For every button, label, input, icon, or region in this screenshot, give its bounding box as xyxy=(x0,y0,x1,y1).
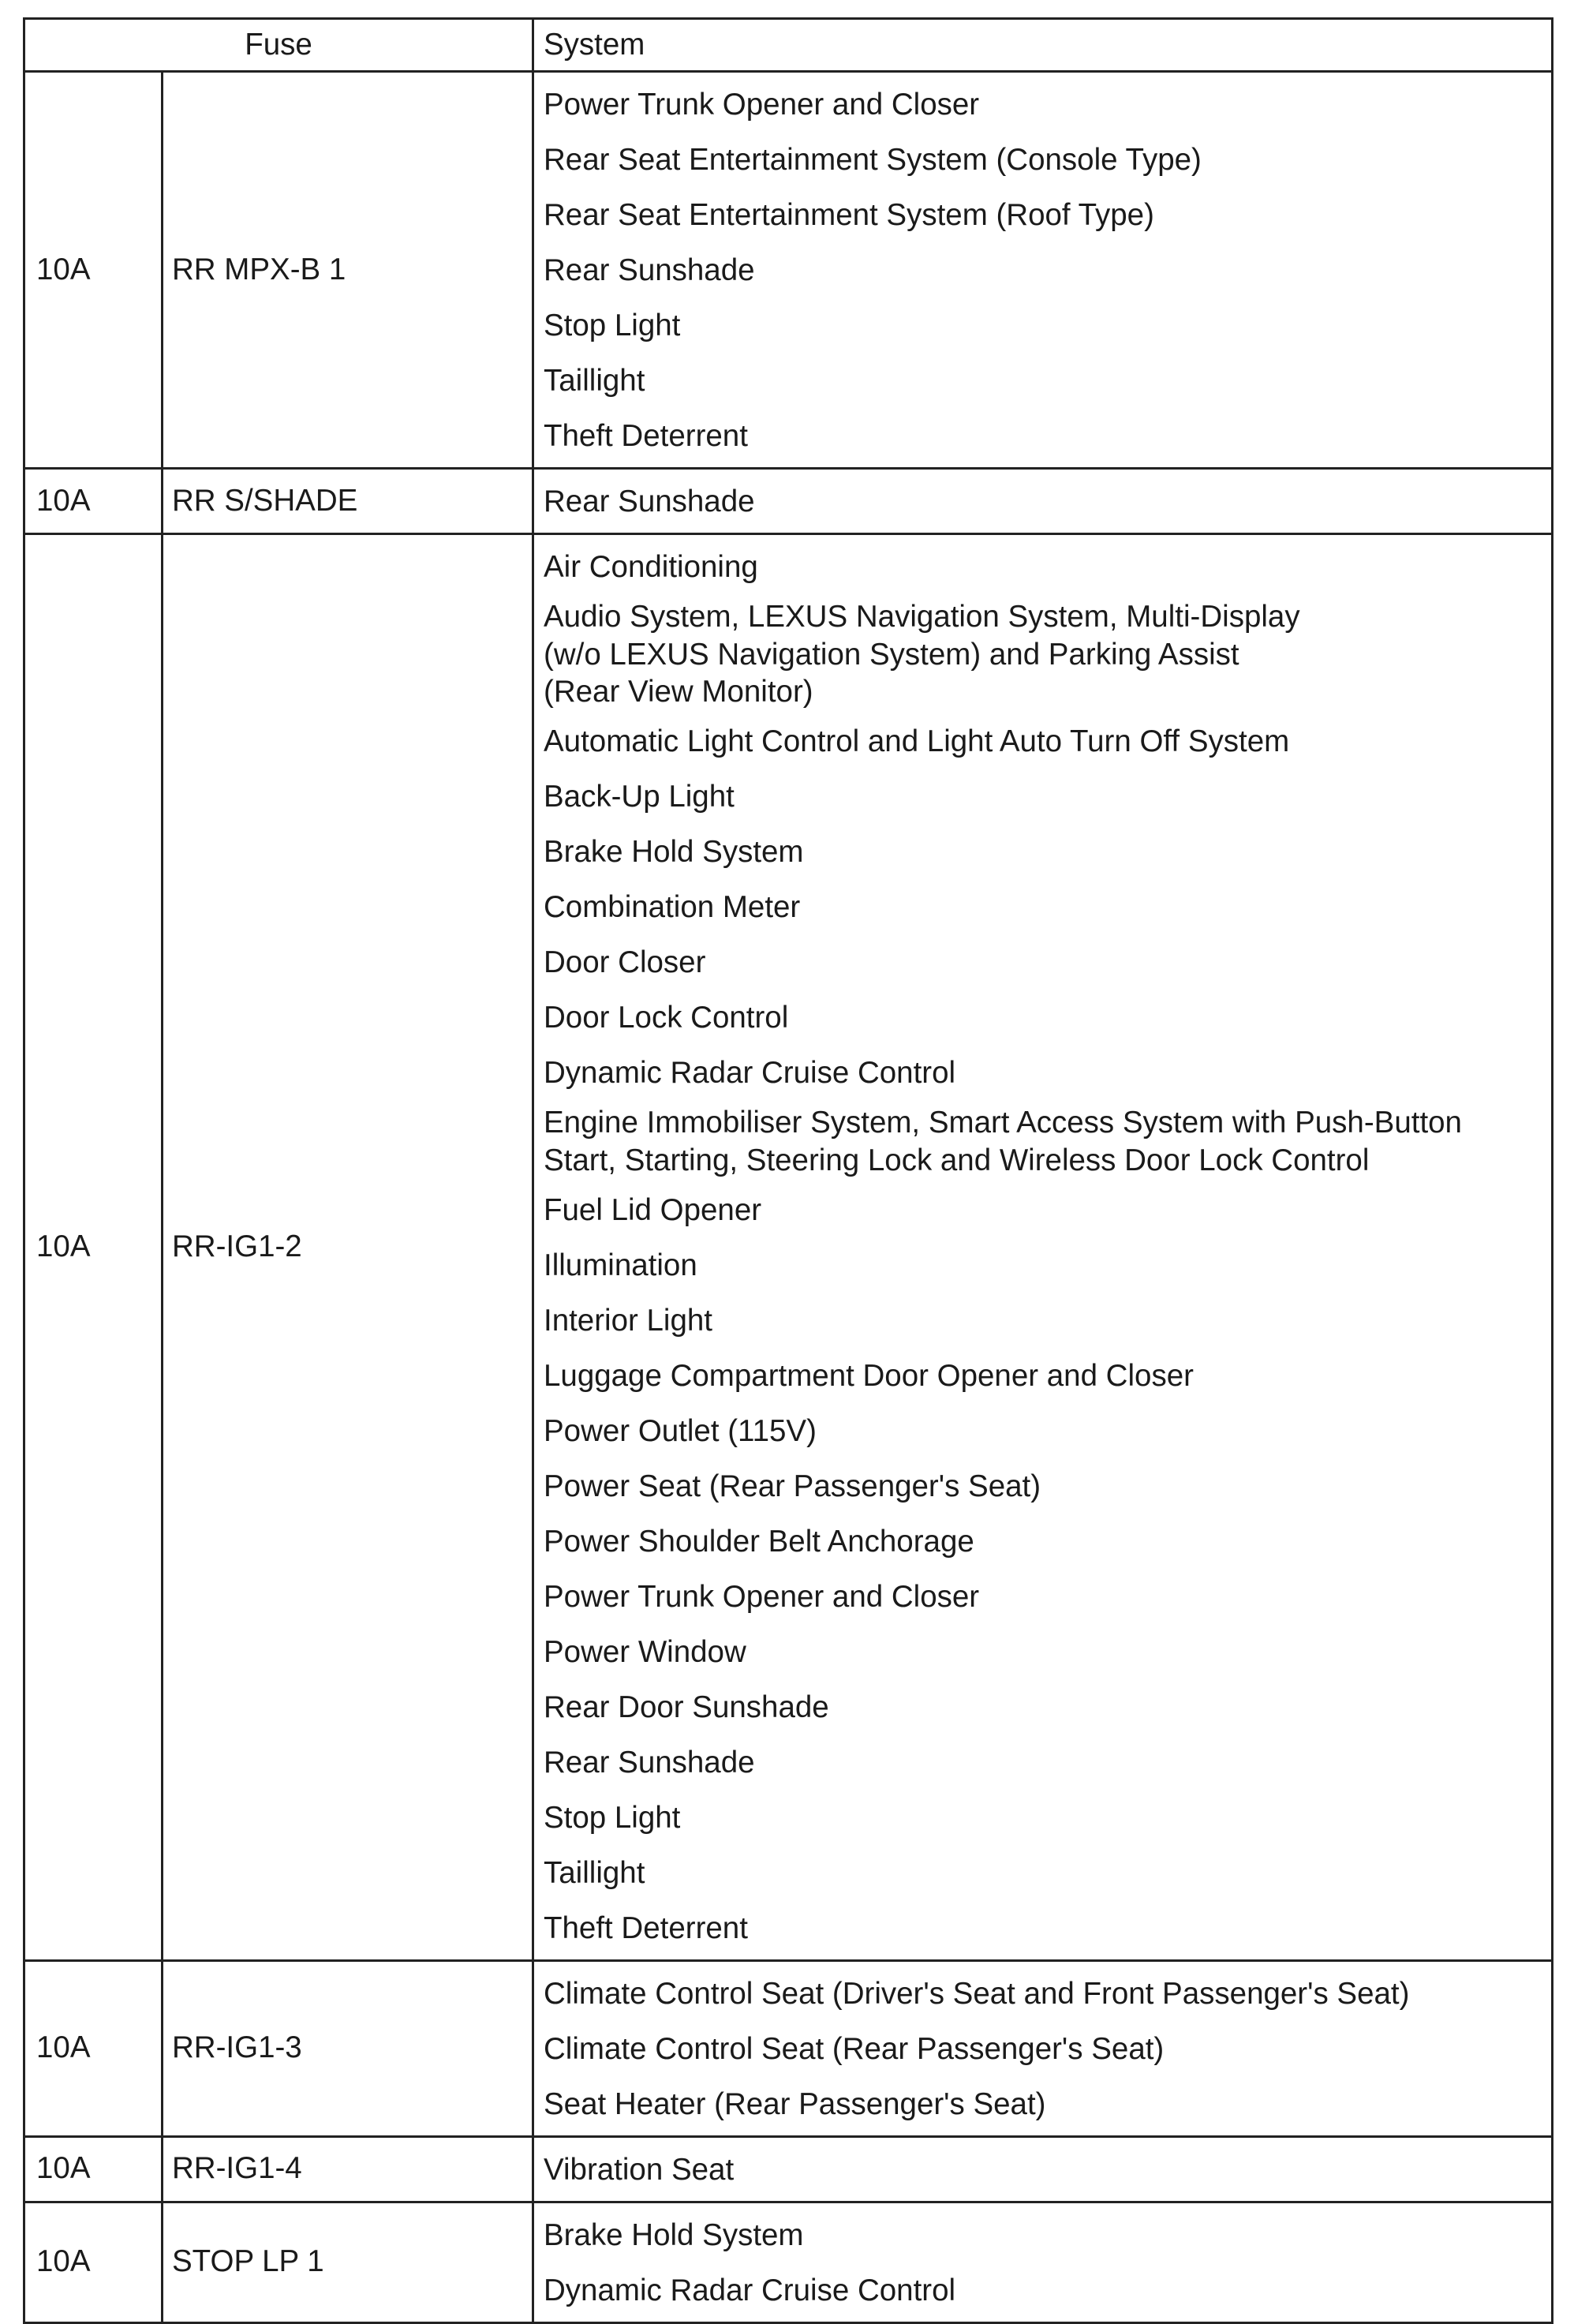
fuse-table-body xyxy=(24,72,1553,2323)
fuse-amperage: 10A xyxy=(24,1960,163,2136)
system-item-label: Climate Control Seat (Driver's Seat and Front Passenger's Seat) xyxy=(544,1976,1410,2011)
system-item-label: Power Seat (Rear Passenger's Seat) xyxy=(544,1469,1041,1503)
system-item-label: Climate Control Seat (Rear Passenger's Seat) xyxy=(544,2031,1165,2066)
fuse-row xyxy=(24,1960,1553,2136)
system-item xyxy=(544,1459,1551,1514)
system-item-label: Stop Light xyxy=(544,1800,681,1835)
fuse-amperage: 10A xyxy=(24,534,163,1961)
fuse-amperage: 10A xyxy=(24,469,163,534)
system-item-label: Power Trunk Opener and Closer xyxy=(544,88,980,122)
system-item xyxy=(544,1046,1551,1101)
fuse-name: RR-IG1-4 xyxy=(163,2136,533,2202)
fuse-name: RR-IG1-2 xyxy=(163,534,533,1961)
system-item-label: Door Lock Control xyxy=(544,1001,789,1035)
system-item xyxy=(544,595,1551,714)
system-item-label: Interior Light xyxy=(544,1303,713,1338)
system-item xyxy=(544,540,1551,595)
fuse-amperage: 10A xyxy=(24,2202,163,2322)
system-item-label: Rear Sunshade xyxy=(544,485,755,519)
fuse-name: RR S/SHADE xyxy=(163,469,533,534)
system-item-label: Rear Seat Entertainment System (Roof Type) xyxy=(544,198,1154,233)
system-item xyxy=(544,880,1551,935)
system-item xyxy=(544,354,1551,409)
system-item xyxy=(544,133,1551,188)
system-item-label: Engine Immobiliser System, Smart Access System with Push-Button Start, Starting, Steering Lock and Wireless Door Lock Control xyxy=(544,1106,1462,1177)
system-item-label: Power Trunk Opener and Closer xyxy=(544,1579,980,1614)
system-item-label: Audio System, LEXUS Navigation System, Multi-Display (w/o LEXUS Navigation System) and Parking Assist (Rear View Monitor) xyxy=(544,600,1300,709)
system-item-label: Rear Door Sunshade xyxy=(544,1690,829,1724)
system-item xyxy=(544,2077,1551,2132)
system-item-label: Automatic Light Control and Light Auto Turn Off System xyxy=(544,724,1290,759)
system-item-label: Stop Light xyxy=(544,309,681,343)
fuse-row xyxy=(24,72,1553,469)
system-item xyxy=(544,1238,1551,1293)
fuse-table xyxy=(23,17,1553,2324)
system-item xyxy=(544,1349,1551,1404)
system-item-label: Seat Heater (Rear Passenger's Seat) xyxy=(544,2086,1046,2121)
system-item xyxy=(544,1514,1551,1570)
system-item xyxy=(544,1735,1551,1791)
system-item-label: Rear Seat Entertainment System (Console Type) xyxy=(544,143,1202,178)
system-item-label: Dynamic Radar Cruise Control xyxy=(544,2273,956,2307)
system-item-label: Luggage Compartment Door Opener and Closer xyxy=(544,1358,1194,1393)
system-item xyxy=(544,1101,1551,1182)
system-item xyxy=(544,1183,1551,1238)
system-list xyxy=(533,2136,1553,2202)
system-item-label: Theft Deterrent xyxy=(544,419,748,454)
system-item-label: Power Window xyxy=(544,1634,746,1669)
fuse-row xyxy=(24,2202,1553,2322)
system-item-label: Air Conditioning xyxy=(544,550,758,585)
fuse-name: RR-IG1-3 xyxy=(163,1960,533,2136)
system-column-header: System xyxy=(533,19,1553,72)
system-list xyxy=(533,72,1553,469)
system-item xyxy=(544,1680,1551,1735)
system-list xyxy=(533,1960,1553,2136)
system-item-label: Rear Sunshade xyxy=(544,1745,755,1779)
system-list xyxy=(533,469,1553,534)
system-item-label: Back-Up Light xyxy=(544,780,735,814)
fuse-column-header: Fuse xyxy=(24,19,533,72)
system-item xyxy=(544,298,1551,354)
system-item xyxy=(544,77,1551,133)
system-item xyxy=(544,2208,1551,2263)
fuse-row xyxy=(24,534,1553,1961)
system-item xyxy=(544,1625,1551,1680)
table-header-row xyxy=(24,19,1553,72)
system-item xyxy=(544,1404,1551,1459)
system-item-label: Rear Sunshade xyxy=(544,253,755,288)
system-item xyxy=(544,1570,1551,1625)
system-item xyxy=(544,2263,1551,2318)
system-item-label: Theft Deterrent xyxy=(544,1910,748,1945)
system-item-label: Taillight xyxy=(544,1855,645,1890)
fuse-amperage: 10A xyxy=(24,72,163,469)
system-item xyxy=(544,243,1551,298)
system-item-label: Taillight xyxy=(544,364,645,399)
system-item-label: Fuel Lid Opener xyxy=(544,1192,762,1227)
fuse-row xyxy=(24,2136,1553,2202)
system-item-label: Dynamic Radar Cruise Control xyxy=(544,1056,956,1091)
system-item xyxy=(544,1293,1551,1349)
fuse-name: RR MPX-B 1 xyxy=(163,72,533,469)
system-item xyxy=(544,1967,1551,2022)
fuse-amperage: 10A xyxy=(24,2136,163,2202)
system-item xyxy=(544,769,1551,825)
system-item-label: Brake Hold System xyxy=(544,835,804,870)
system-item xyxy=(544,935,1551,990)
system-item xyxy=(544,188,1551,243)
system-item xyxy=(544,1846,1551,1901)
system-item-label: Brake Hold System xyxy=(544,2217,804,2252)
system-item-label: Combination Meter xyxy=(544,890,801,925)
fuse-row xyxy=(24,469,1553,534)
system-item-label: Vibration Seat xyxy=(544,2152,735,2187)
fuse-name: STOP LP 1 xyxy=(163,2202,533,2322)
system-item-label: Power Shoulder Belt Anchorage xyxy=(544,1524,974,1559)
system-item xyxy=(544,409,1551,464)
system-list xyxy=(533,534,1553,1961)
system-item xyxy=(544,2022,1551,2077)
system-item xyxy=(544,990,1551,1046)
system-list xyxy=(533,2202,1553,2322)
system-item-label: Power Outlet (115V) xyxy=(544,1413,817,1448)
system-item xyxy=(544,1791,1551,1846)
system-item xyxy=(544,825,1551,880)
system-item-label: Door Closer xyxy=(544,945,706,980)
system-item-label: Illumination xyxy=(544,1248,697,1282)
system-item xyxy=(544,1901,1551,1956)
system-item xyxy=(544,474,1551,530)
system-item xyxy=(544,2142,1551,2198)
system-item xyxy=(544,714,1551,769)
